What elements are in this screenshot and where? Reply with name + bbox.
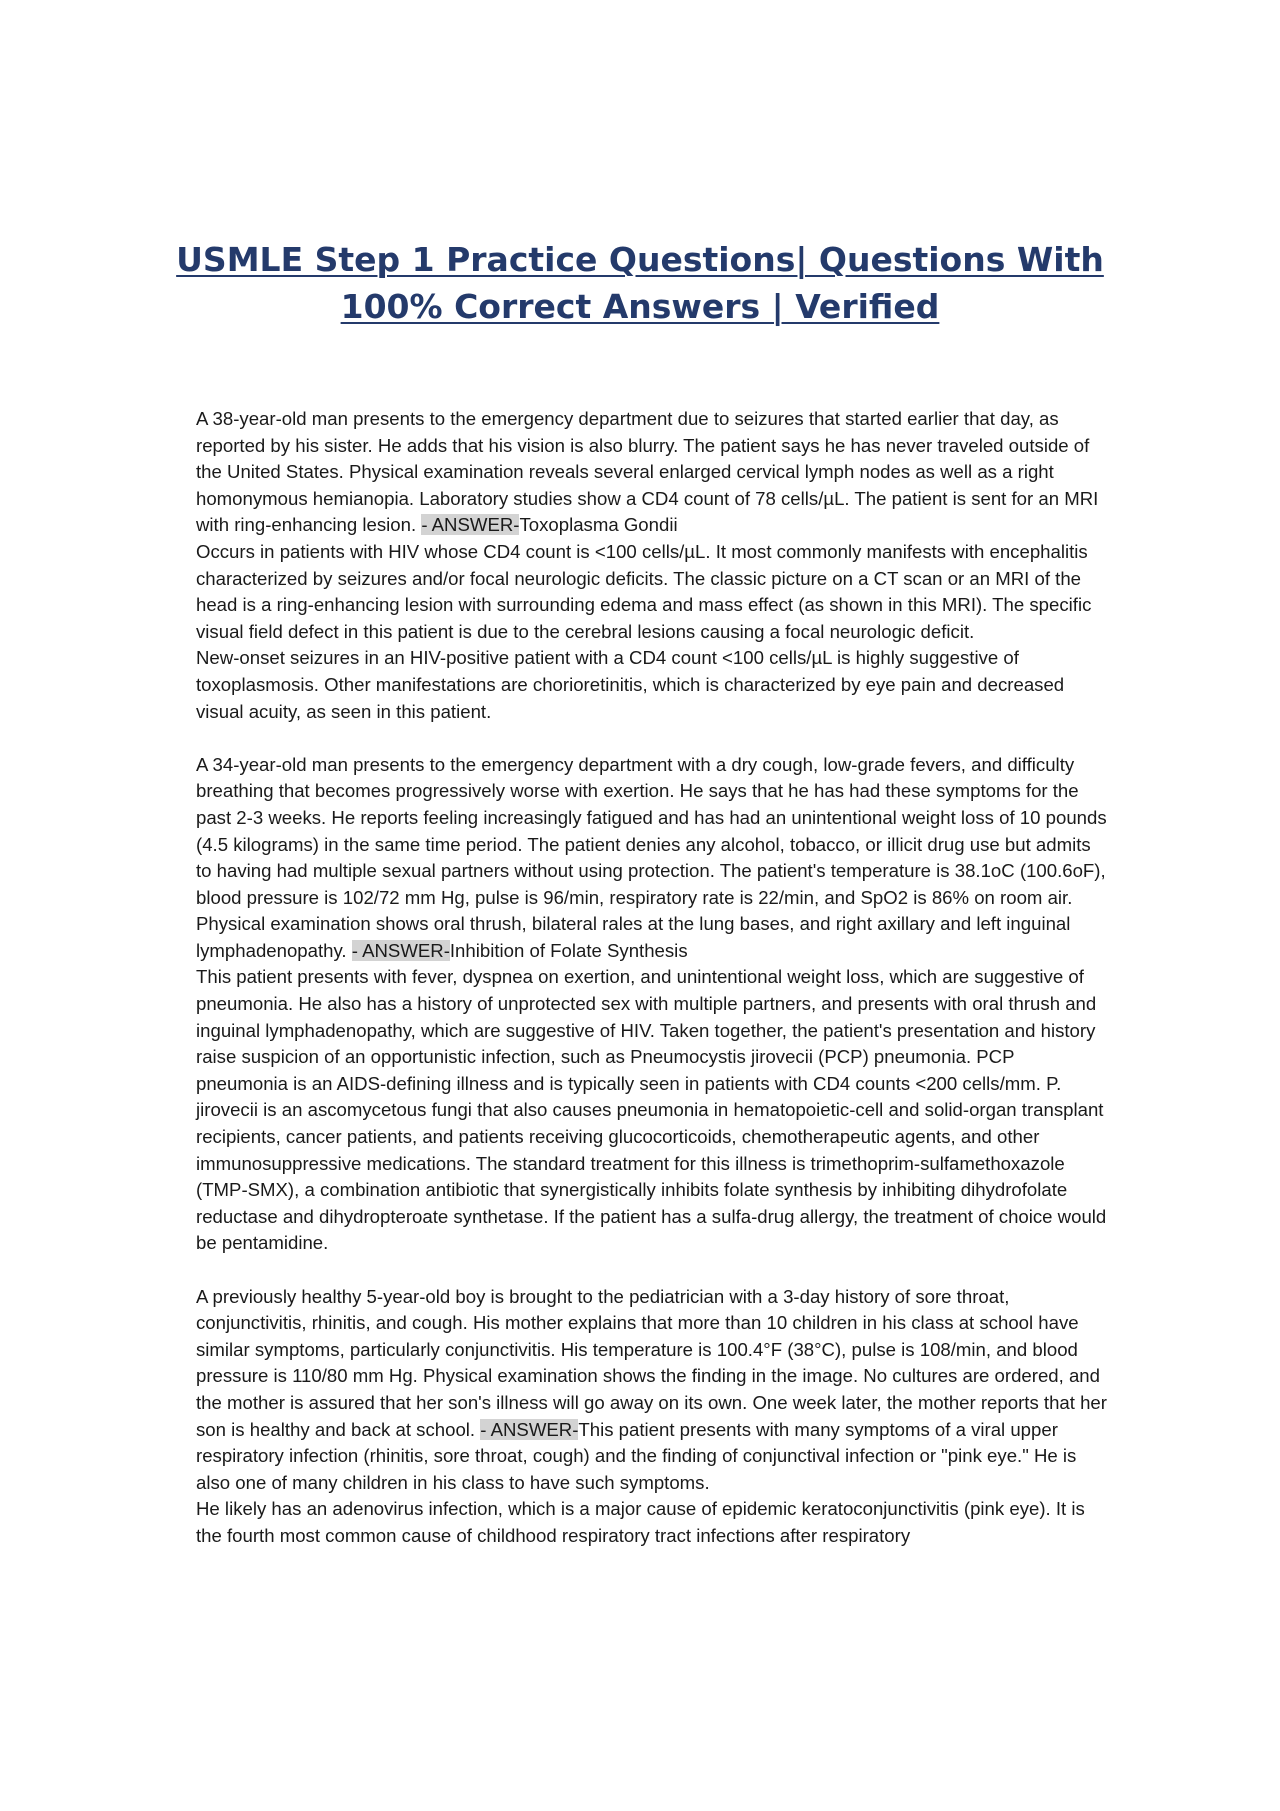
question-stem: A 34-year-old man presents to the emergency department with a dry cough, low-grade fevers, and difficulty breathing that becomes progressively worse with exertion. He says that he has had these symptoms for the past 2-3 weeks. He reports feeling increasingly fatigued and has had an unintentional weight loss of 10 pounds (4.5 kilograms) in the same time period. The patient denies any alcohol, tobacco, or illicit drug use but admits to having had multiple sexual partners without using protection. The patient's temperature is 38.1oC (100.6oF), blood pressure is 102/72 mm Hg, pulse is 96/min, respiratory rate is 22/min, and SpO2 is 86% on room air. Physical examination shows oral thrush, bilateral rales at the lung bases, and right axillary and left inguinal lymphadenopathy. - ANSWER-Inhibition of Folate Synthesis: [196, 753, 1107, 961]
explanation-paragraph: New-onset seizures in an HIV-positive patient with a CD4 count <100 cells/µL is highly suggestive of toxoplasmosis. Other manifestations are chorioretinitis, which is characterized by eye pain and decreased visual acuity, as seen in this patient.: [196, 647, 1065, 722]
document-title: [140, 236, 1140, 330]
document-body: [196, 406, 1111, 1576]
explanation-paragraph: This patient presents with fever, dyspnea on exertion, and unintentional weight loss, which are suggestive of pneumonia. He also has a history of unprotected sex with multiple partners, and presents with oral thrush and inguinal lymphadenopathy, which are suggestive of HIV. Taken together, the patient's presentation and history raise suspicion of an opportunistic infection, such as Pneumocystis jirovecii (PCP) pneumonia. PCP pneumonia is an AIDS-defining illness and is typically seen in patients with CD4 counts <200 cells/mm. P. jirovecii is an ascomycetous fungi that also causes pneumonia in hematopoietic-cell and solid-organ transplant recipients, cancer patients, and patients receiving glucocorticoids, chemotherapeutic agents, and other immunosuppressive medications. The standard treatment for this illness is trimethoprim-sulfamethoxazole (TMP-SMX), a combination antibiotic that synergistically inhibits folate synthesis by inhibiting dihydrofolate reductase and dihydropteroate synthetase. If the patient has a sulfa-drug allergy, the treatment of choice would be pentamidine.: [196, 966, 1107, 1254]
question-block-1: [196, 406, 1111, 725]
question-block-3: [196, 1284, 1111, 1550]
explanation-paragraph: He likely has an adenovirus infection, which is a major cause of epidemic keratoconjunctivitis (pink eye). It is the fourth most common cause of childhood respiratory tract infections after respiratory: [196, 1498, 1085, 1546]
answer-text: Toxoplasma Gondii: [519, 514, 678, 536]
title-line-2: 100% Correct Answers | Verified: [340, 287, 940, 326]
answer-text: Inhibition of Folate Synthesis: [449, 939, 688, 961]
question-stem: A 38-year-old man presents to the emergency department due to seizures that started earlier that day, as reported by his sister. He adds that his vision is also blurry. The patient says he has never traveled outside of the United States. Physical examination reveals several enlarged cervical lymph nodes as well as a right homonymous hemianopia. Laboratory studies show a CD4 count of 78 cells/µL. The patient is sent for an MRI with ring-enhancing lesion. - ANSWER-Toxoplasma Gondii: [196, 408, 1099, 536]
answer-marker: - ANSWER-: [480, 1418, 579, 1440]
explanation-paragraph: Occurs in patients with HIV whose CD4 count is <100 cells/µL. It most commonly manifests with encephalitis characterized by seizures and/or focal neurologic deficits. The classic picture on a CT scan or an MRI of the head is a ring-enhancing lesion with surrounding edema and mass effect (as shown in this MRI). The specific visual field defect in this patient is due to the cerebral lesions causing a focal neurologic deficit.: [196, 540, 1092, 642]
title-line-1: USMLE Step 1 Practice Questions| Questions With: [176, 240, 1104, 279]
question-block-2: [196, 752, 1111, 1257]
answer-marker: - ANSWER-: [421, 514, 520, 536]
answer-text: This patient presents with many symptoms of a viral upper respiratory infection (rhinitis, sore throat, cough) and the finding of conjunctival infection or "pink eye." He is also one of many children in his class to have such symptoms.: [196, 1418, 1077, 1493]
answer-marker: - ANSWER-: [351, 939, 450, 961]
question-stem: A previously healthy 5-year-old boy is brought to the pediatrician with a 3-day history of sore throat, conjunctivitis, rhinitis, and cough. His mother explains that more than 10 children in his class at school have similar symptoms, particularly conjunctivitis. His temperature is 100.4°F (38°C), pulse is 108/min, and blood pressure is 110/80 mm Hg. Physical examination shows the finding in the image. No cultures are ordered, and the mother is assured that her son's illness will go away on its own. One week later, the mother reports that her son is healthy and back at school. - ANSWER-This patient presents with many symptoms of a viral upper respiratory infection (rhinitis, sore throat, cough) and the finding of conjunctival infection or "pink eye." He is also one of many children in his class to have such symptoms.: [196, 1285, 1107, 1493]
